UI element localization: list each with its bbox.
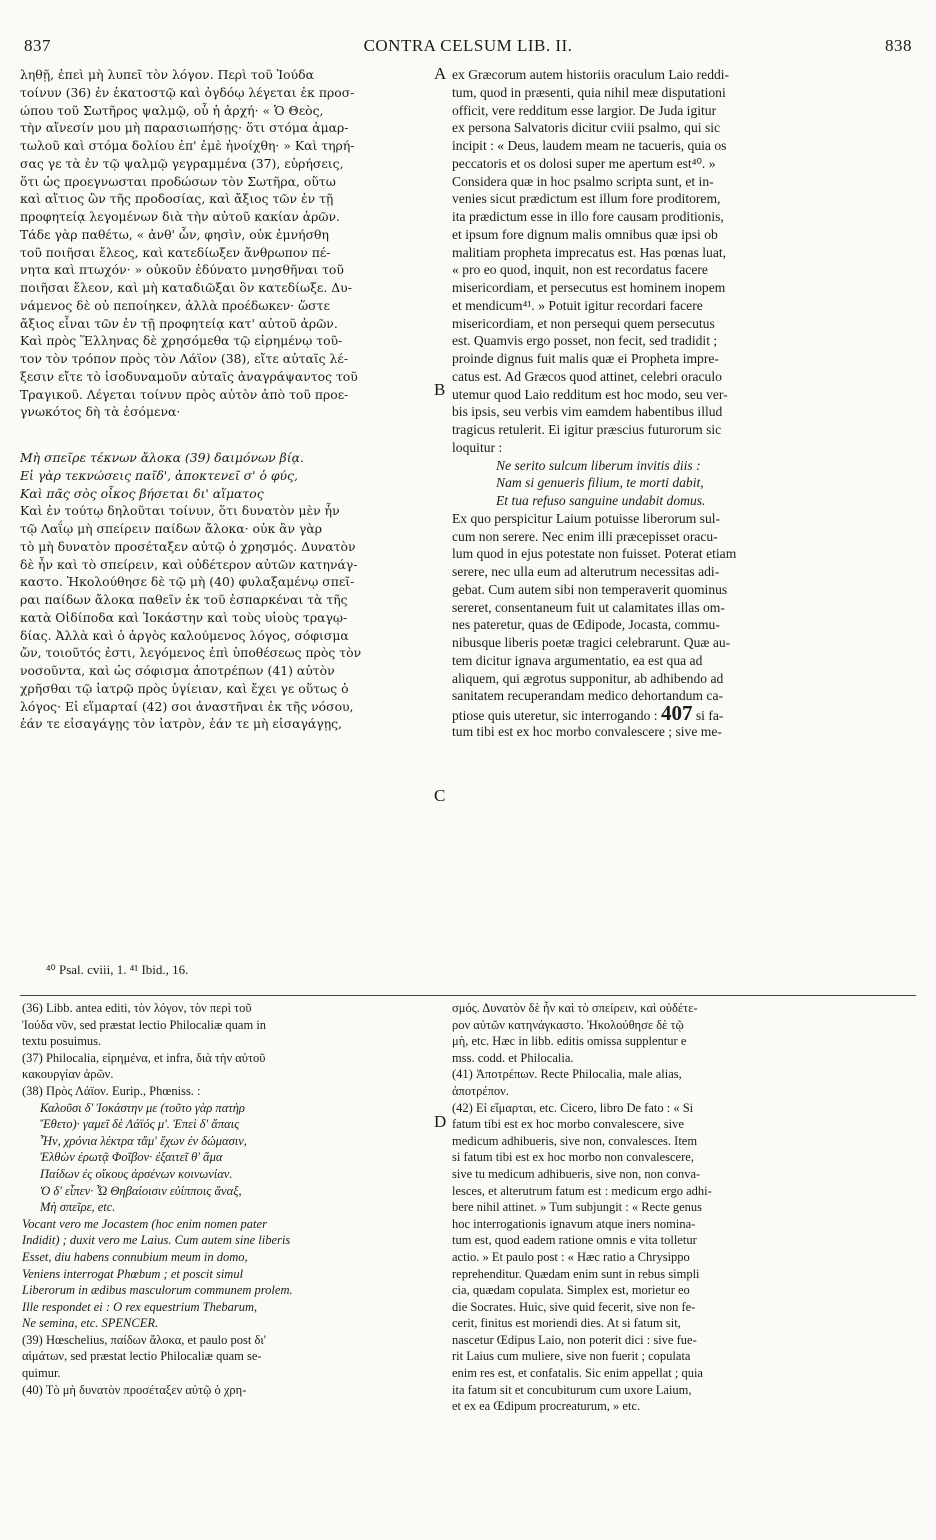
footnote-line: Esset, diu habens connubium meum in domo, xyxy=(22,1249,248,1264)
latin-text-line: misericordiam, et non persequi quem persecutus xyxy=(452,315,715,331)
latin-text-line: cum non serere. Nec enim illi præcepisset oracu- xyxy=(452,528,718,544)
greek-text-line: τὸ μὴ δυνατὸν προσέταξεν αὐτῷ ὁ χρησμός. Δυνατὸν xyxy=(20,538,356,554)
footnote-line: Ἦν, χρόνια λέκτρα τἄμ' ἔχων ἐν δώμασιν, xyxy=(40,1133,247,1148)
latin-text-line: ita prædictum esse in illo fore causam proditionis, xyxy=(452,209,724,224)
greek-text-line: γνωκότος δὴ τὰ ἐσόμενα· xyxy=(20,404,181,420)
latin-verse-line: Nam si genueris filium, te morti dabit, xyxy=(496,475,704,491)
latin-text-line xyxy=(452,705,870,723)
spacer xyxy=(20,421,430,449)
greek-text-line: ποιῆσαι ἔλεον, καὶ μὴ καταδιῶξαι ὃν κατεδίωξε. Δυ- xyxy=(20,280,352,295)
footnote-line: rit Laius cum muliere, sive non fuerit ; copulata xyxy=(452,1349,691,1364)
latin-text-line: tem dicitur ignava argumentatio, ea est qua ad xyxy=(452,652,703,668)
page-number-left: 837 xyxy=(24,36,51,55)
greek-text-line: ξεσιν εἴτε τὸ ἰσοδυναμοῦν αὐταῖς ἀναγράψαντος τοῦ xyxy=(20,368,358,384)
footnote-line: sive tu medicum adhibueris, sive non, non conva- xyxy=(452,1166,701,1181)
greek-text-line: Τραγικοῦ. Λέγεται τοίνυν πρὸς αὐτὸν ἀπὸ τοῦ προε- xyxy=(20,386,349,402)
footnote-line: κακουργίαν ἀρῶν. xyxy=(22,1067,114,1082)
footnote-line: textu posuimus. xyxy=(22,1034,102,1049)
footnote-line: Ἐλθὼν ἐρωτᾷ Φοῖβον· ἐξαιτεῖ θ' ἅμα xyxy=(40,1150,223,1165)
running-header xyxy=(24,36,912,60)
footnote-line: (42) Εἰ εἵμαρται, etc. Cicero, libro De fato : « Si xyxy=(452,1100,694,1115)
footnote-line: (38) Πρὸς Λάϊον. Eurip., Phœniss. : xyxy=(22,1083,201,1098)
footnote-line: Μὴ σπεῖρε, etc. xyxy=(40,1200,116,1215)
latin-text-line: Considera quæ in hoc psalmo scripta sunt, et in- xyxy=(452,173,714,189)
latin-text-line: serere, nec ulla eum ad alterutrum necessitas adi- xyxy=(452,564,720,579)
latin-text-line: tum, quod in præsenti, quia nihil meæ disputationi xyxy=(452,84,726,100)
footnote-line: quimur. xyxy=(22,1366,61,1381)
latin-text-line: et ipsum fore dignum malis omnibus quæ ipsi ob xyxy=(452,226,718,242)
footnote-line: cerit, finitus est moriendi dies. At si fatum sit, xyxy=(452,1316,681,1331)
margin-letter-a: A xyxy=(434,64,447,83)
footnote-line: Ἰούδα νῦν, sed præstat lectio Philocaliæ quam in xyxy=(22,1017,267,1032)
footnote-line: (41) Ἀποτρέπων. Recte Philocalia, male alias, xyxy=(452,1067,682,1082)
latin-text-line: incipit : « Deus, laudem meam ne tacueris, quia os xyxy=(452,138,727,153)
latin-text-line: « pro eo quod, inquit, non est recordatus facere xyxy=(452,262,708,278)
greek-text-line: τοῦ ποιῆσαι ἔλεος, καὶ κατεδίωξεν ἄνθρωπον πέ- xyxy=(20,244,331,260)
scripture-references: ⁴⁰ Psal. cviii, 1. ⁴¹ Ibid., 16. xyxy=(46,962,189,977)
footnote-line: Παίδων ἐς οἴκους ἀρσένων κοινωνίαν. xyxy=(40,1166,233,1181)
column-number: 407 xyxy=(660,705,693,723)
margin-letter-b: B xyxy=(434,380,446,399)
latin-text-line: nes pateretur, quas de Œdipode, Jocasta, commu- xyxy=(452,617,720,633)
greek-text-line: ὤν, τοιοῦτός ἐστι, λεγόμενος ἐπὶ ὑποθέσεως πρὸς τὸν xyxy=(20,645,362,661)
footnote-line: Καλοῦσι δ' Ἰοκάστην με (τοῦτο γὰρ πατὴρ xyxy=(40,1100,245,1115)
latin-text-line: aliquem, qui ægrotus supponitur, ab adhibendo ad xyxy=(452,670,724,686)
footnotes-right xyxy=(452,1000,870,1415)
footnote-line: Ne semina, etc. SPENCER. xyxy=(22,1316,159,1331)
greek-text-line: Τάδε γὰρ παθέτω, « ἀνθ' ὧν, φησὶν, οὐκ ἐμνήσθη xyxy=(20,226,329,242)
greek-text-line: δὲ ἦν καὶ τὸ σπείρειν, καὶ οὐδέτερον αὐτῶν κατηνάγ- xyxy=(20,556,358,572)
running-title: CONTRA CELSUM LIB. II. xyxy=(363,36,573,55)
latin-text-line: misericordiam, et persecutus est hominem inopem xyxy=(452,280,726,295)
latin-text-line: et mendicum⁴¹. » Potuit igitur recordari facere xyxy=(452,297,703,313)
latin-text-line: lum quod in ejus potestate non fuisset. Poterat etiam xyxy=(452,546,737,562)
footnote-line: medicum adhibueris, sive non, convalesces. Item xyxy=(452,1133,698,1148)
greek-text-line: λόγος· Εἰ εἵμαρταί (42) σοι ἀναστῆναι ἐκ τῆς νόσου, xyxy=(20,698,354,714)
latin-text-line: Ex quo perspicitur Laium potuisse liberorum sul- xyxy=(452,510,721,526)
footnote-line: Vocant vero me Jocastem (hoc enim nomen pater xyxy=(22,1216,267,1231)
footnote-line: nascetur Œdipus Laio, non poterit dici : sive fue- xyxy=(452,1332,697,1347)
latin-text-line: malitiam propheta imprecatus est. Has pœnas luat, xyxy=(452,244,727,260)
greek-text-line: τωλοῦ καὶ στόμα δολίου ἐπ' ἐμὲ ἠνοίχθη· » Καὶ τηρή- xyxy=(20,138,355,153)
footnote-line: ita fatum sit et concubiturum cum uxore Laium, xyxy=(452,1382,692,1397)
greek-text-line: καὶ αἴτιος ὢν τῆς προδοσίας, καὶ ἄξιος τῶν ἐν τῇ xyxy=(20,191,334,207)
footnote-line: Indidit) ; duxit vero me Laius. Cum autem sine liberis xyxy=(22,1233,291,1248)
margin-letter-d: D xyxy=(434,1112,447,1131)
footnote-line: mss. codd. et Philocalia. xyxy=(452,1050,574,1065)
greek-text-line: δίας. Ἀλλὰ καὶ ὁ ἀργὸς καλούμενος λόγος, σόφισμα xyxy=(20,627,349,643)
greek-text-line: ληθῇ, ἐπεὶ μὴ λυπεῖ τὸν λόγον. Περὶ τοῦ Ἰούδα xyxy=(20,67,314,82)
greek-text-line: ἐάν τε εἰσαγάγῃς τὸν ἰατρὸν, ἐάν τε μὴ εἰσαγάγῃς, xyxy=(20,716,342,732)
latin-text-line: utemur quod Laio redditum est hoc modo, seu ver- xyxy=(452,386,728,402)
footnote-line: (39) Hœschelius, παίδων ἄλοκα, et paulo post δι' xyxy=(22,1332,267,1347)
latin-text-line: officit, vere redditum esse largior. De Juda igitur xyxy=(452,102,717,118)
page-number-right: 838 xyxy=(885,36,912,55)
latin-text-line: loquitur : xyxy=(452,439,503,455)
footnote-line: Ἔθετο)· γαμεῖ δὲ Λάϊός μ'. Ἐπεὶ δ' ἄπαις xyxy=(40,1117,240,1132)
greek-text-line: νάμενος δὲ οὐ πεποίηκεν, ἀλλὰ προέδωκεν· ὥστε xyxy=(20,297,330,313)
footnote-line: hoc interrogationis ignavum atque iners nomina- xyxy=(452,1216,696,1231)
footnote-line: Ὁ δ' εἶπεν· Ὦ Θηβαίοισιν εὐίπποις ἄναξ, xyxy=(40,1183,242,1198)
latin-text-line: est. Quamvis ergo posset, non fecit, sed tradidit ; xyxy=(452,333,718,349)
greek-text-line: τὴν αἴνεσίν μου μὴ παρασιωπήσῃς· ὅτι στόμα ἁμαρ- xyxy=(20,120,349,136)
greek-text-line: ώπου τοῦ Σωτῆρος ψαλμῷ, οὗ ἡ ἀρχή· « Ὁ Θεὸς, xyxy=(20,102,324,118)
footnotes-left xyxy=(22,1000,432,1398)
greek-verse-line: Καὶ πᾶς σὸς οἶκος βήσεται δι' αἵματος xyxy=(20,485,264,501)
footnote-line: σμός. Δυνατὸν δὲ ἦν καὶ τὸ σπείρειν, καὶ οὐδέτε- xyxy=(452,1001,698,1015)
footnote-line: (36) Libb. antea editi, τὸν λόγον, τὸν περὶ τοῦ xyxy=(22,1001,252,1015)
greek-text-line: Καὶ πρὸς Ἕλληνας δὲ χρησόμεθα τῷ εἰρημένῳ τοῦ- xyxy=(20,333,343,349)
footnote-line: si fatum tibi est ex hoc morbo non convalescere, xyxy=(452,1150,694,1165)
greek-text-line: ἄξιος εἶναι τῶν ἐν τῇ προφητείᾳ κατ' αὐτοῦ ἀρῶν. xyxy=(20,315,338,331)
footnote-line: ρον αὐτῶν κατηνάγκαστο. Ἠκολούθησε δὲ τῷ xyxy=(452,1017,684,1032)
latin-text-line: nibusque liberis poetæ tragici celebrarunt. Quæ au- xyxy=(452,635,731,650)
latin-column xyxy=(452,66,870,741)
latin-text-line: gebat. Cum autem sibi non temperaverit quominus xyxy=(452,581,728,597)
latin-text-line: sanitatem recuperandam medico dehortandum ca- xyxy=(452,688,723,704)
footnote-line: tum est, quod eadem ratione omnis e vita tolletur xyxy=(452,1233,697,1248)
footnote-line: Ille respondet ei : O rex equestrium Thebarum, xyxy=(22,1299,258,1314)
footnote-line: enim res est, et confatalis. Sic enim appellat ; quia xyxy=(452,1366,703,1381)
footnote-line: ἀποτρέπον. xyxy=(452,1083,509,1098)
latin-text-line: bis ipsis, seu verbis vim eamdem habentibus illud xyxy=(452,404,723,420)
footnote-line: αἱμάτων, sed præstat lectio Philocaliæ quam se- xyxy=(22,1349,262,1364)
latin-text-line: ex persona Salvatoris dicitur cviii psalmo, qui sic xyxy=(452,120,721,136)
greek-text-line: καστο. Ἠκολούθησε δὲ τῷ μὴ (40) φυλαξαμένῳ σπεῖ- xyxy=(20,574,355,590)
footnote-line: Liberorum in ædibus masculorum communem prolem. xyxy=(22,1283,293,1298)
latin-text-line: sereret, consentaneum fuit ut calamitates illas om- xyxy=(452,599,725,615)
greek-text-line: νοσοῦντα, καὶ ὡς σόφισμα ἀποτρέπων (41) αὐτὸν xyxy=(20,663,335,678)
footnote-line: lesces, et alterutrum fatum est : medicum ergo adhi- xyxy=(452,1183,712,1198)
footnote-line: cia, quædam copulata. Simplex est, morietur eo xyxy=(452,1283,690,1298)
greek-text-line: τον τὸν τρόπον πρὸς τὸν Λάϊον (38), εἴτε αὐταῖς λέ- xyxy=(20,351,349,366)
greek-text-line: χρῆσθαι τῷ ἰατρῷ πρὸς ὑγίειαν, καὶ ἔχει γε οὕτως ὁ xyxy=(20,680,349,696)
latin-verse-line: Et tua refuso sanguine undabit domus. xyxy=(496,493,706,508)
greek-text-line: νητα καὶ πτωχόν· » οὐκοῦν ἐδύνατο μνησθῆναι τοῦ xyxy=(20,262,344,278)
footnote-line: et ex ea Œdipum procreaturum, » etc. xyxy=(452,1399,641,1414)
footnote-line: μὴ, etc. Hæc in libb. editis omissa supplentur e xyxy=(452,1034,687,1049)
footnote-line: fatum tibi est ex hoc morbo convalescere, sive xyxy=(452,1117,684,1132)
latin-text-fragment: si fa- xyxy=(692,708,724,723)
greek-text-line: τοίνυν (36) ἐν ἑκατοστῷ καὶ ὀγδόῳ λέγεται ἐκ προσ- xyxy=(20,84,355,100)
greek-text-line: τῷ Λαΐῳ μὴ σπείρειν παίδων ἄλοκα· οὐκ ἂν γὰρ xyxy=(20,521,323,536)
greek-verse-line: Μὴ σπεῖρε τέκνων ἄλοκα (39) δαιμόνων βίᾳ. xyxy=(20,450,304,465)
footnote-line: actio. » Et paulo post : « Hæc ratio a Chrysippo xyxy=(452,1249,690,1264)
footnote-line: (37) Philocalia, εἰρημένα, et infra, διὰ τὴν αὐτοῦ xyxy=(22,1050,266,1065)
greek-column xyxy=(20,66,430,733)
latin-text-fragment: ptiose quis uteretur, sic interrogando : xyxy=(452,708,661,723)
footnote-line: Veniens interrogat Phœbum ; et poscit simul xyxy=(22,1266,244,1281)
greek-text-line: κατὰ Οἰδίποδα καὶ Ἰοκάστην καὶ τοὺς υἱοὺς τραγῳ- xyxy=(20,609,348,625)
greek-text-line: ραι παίδων ἄλοκα παθεῖν ἐκ τοῦ ἐσπαρκέναι τὰ τῆς xyxy=(20,592,348,607)
latin-text-line: tragicus retulerit. Ei igitur præscius futurorum sic xyxy=(452,422,722,437)
greek-text-line: σας γε τὰ ἐν τῷ ψαλμῷ γεγραμμένα (37), εὑρήσεις, xyxy=(20,155,344,171)
latin-text-line: venies sicut prædictum est illum fore proditorem, xyxy=(452,191,721,207)
latin-text-line: ex Græcorum autem historiis oraculum Laio reddi- xyxy=(452,67,730,82)
footnote-rule xyxy=(20,995,916,996)
greek-text-line: ὅτι ὡς προεγνωσται προδώσων τὸν Σωτῆρα, οὕτω xyxy=(20,173,336,189)
footnote-line: (40) Τὸ μὴ δυνατὸν προσέταξεν αὐτῷ ὁ χρη- xyxy=(22,1382,247,1397)
latin-text-line: proinde dignus fuit malis quæ ei Propheta impre- xyxy=(452,351,719,366)
footnote-line: die Socrates. Huic, sive quid fecerit, sive non fe- xyxy=(452,1299,696,1314)
margin-letter-c: C xyxy=(434,786,446,805)
latin-text-line: peccatoris et os dolosi super me apertum est⁴⁰. » xyxy=(452,155,716,171)
greek-text-line: Καὶ ἐν τούτῳ δηλοῦται τοίνυν, ὅτι δυνατὸν μὲν ἦν xyxy=(20,503,340,519)
latin-text-line: tum tibi est ex hoc morbo convalescere ; sive me- xyxy=(452,723,722,739)
footnote-line: bere nihil attinet. » Tum subjungit : « Recte genus xyxy=(452,1200,702,1215)
latin-verse-line: Ne serito sulcum liberum invitis diis : xyxy=(496,457,701,473)
footnote-line: reprehenditur. Quædam enim sunt in rebus simpli xyxy=(452,1266,700,1281)
greek-verse-line: Εἰ γὰρ τεκνώσεις παῖδ', ἀποκτενεῖ σ' ὁ φύς, xyxy=(20,467,298,483)
latin-text-line: catus est. Ad Græcos quod attinet, celebri oraculo xyxy=(452,368,722,384)
greek-text-line: προφητείᾳ λεγομένων διὰ τὴν αὐτοῦ κακίαν ἀρῶν. xyxy=(20,209,340,224)
